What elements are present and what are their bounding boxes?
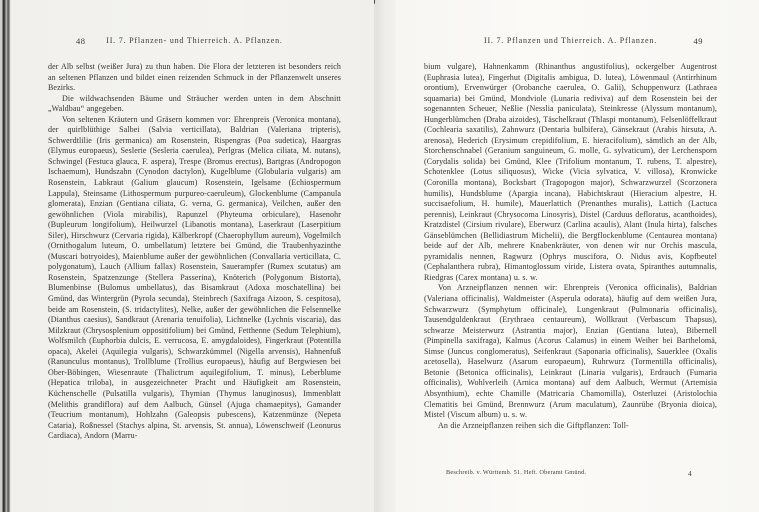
paragraph: bium vulgare), Hahnenkamm (Rhinanthus angustifolius), ockergelber Augentrost (Euphrasia lutea), Fingerhut (Digitalis ambigua, D. lutea), Löwenmaul (Antirrhinum orontium), Ervenwürger (Orobanche caerulea, O. Galii), Schuppenwurz (Lathraea squamaria) bei Gmünd, Mondviole (Lunaria rediviva) auf dem Rosenstein bei der sogenannten Scheuer, Neßlie (Nesslia paniculata), Steinkresse (Alyssum montanum), Hungerblümchen (Draba aizoides), Täschelkraut (Thlaspi montanum), Felsenlöffelkraut (Cochlearia saxatilis), Zahnwurz (Dentaria bulbifera), Gänsekraut (Arabis hirsuta, A. arenosa), Hederich (Erysimum crepidifolium, E. hieracifolium), sämtlich an der Alb, Storchenschnabel (Geranium sanguineum, G. molle, G. sylvaticum), der Lerchensporn (Corydalis solida) bei Gmünd, Klee (Trifolium montanum, T. rubens, T. alpestre), Schotenklee (Lotus siliquosus), Wicke (Vicia sylvatica, V. villosa), Kronwicke (Coronilla montana), Bocksbart (Tragopogon major), Schwarzwurzel (Scorzonera humilis), Hundsblume (Apargia incana), Habichtskraut (Hieracium alpestre, H. succisaefolium, H. humile), Mauerlattich (Prenanthes muralis), Lattich (Lactuca perennis), Leinkraut (Chrysocoma Linosyris), Distel (Carduus defloratus, acanthoides), Kratzdistel (Cirsium rivulare), Eberwurz (Carlina acaulis), Alant (Inula hirta), falsches Gänseblümchen (Bellidiastrum Michelii), die Bergflockenblume (Centaurea montana) beide auf der Alb, mehrere Knabenkräuter, von denen wir nur Orchis mascula, pyramidalis nennen, Ragwurz (Ophrys muscifora, O. Nidus avis, Kopfbeutel (Cephalanthera rubra), Himantoglossum viride, Listera ovata, Spiranthes autumnalis, Riedgras (Carex montana) u. s. w. [424,62,717,282]
paragraph: der Alb selbst (weißer Jura) zu thun haben. Die Flora der letzteren ist besonders reich an seltenen Pflanzen und bildet einen reizenden Schmuck in der Pflanzenwelt unseres Bezirks. [48,62,341,93]
page-footer [424,469,717,481]
scan-book-edge [0,0,11,512]
body-text-right [424,62,717,464]
printer-signature: Beschreib. v. Württemb. 51. Heft. Oberamt Gmünd. [446,469,587,476]
page-right [396,0,759,512]
paragraph: Von Arzneipflanzen nennen wir: Ehrenpreis (Veronica officinalis), Baldrian (Valeriana officinalis), Waldmeister (Asperula odorata), häufig auf dem weißen Jura, Schwarzwurz (Symphytum officinale), Lungenkraut (Pulmonaria officinalis), Tausendguldenkraut (Erythraea centaureum), Wollkraut (Verbascum Thapsus), schwarze Meisterwurz (Astrantia major), Enzian (Gentiana lutea), Bibernell (Pimpinella saxifraga), Kalmus (Acorus Calamus) in einem Weiher bei Barthelomä, Simse (Juncus conglomeratus), Seifenkraut (Saponaria officinalis), Sauerklee (Oxalis acetosella), Haselwurz (Asarum europaeum), Ruhrwurz (Tormentilla officinalis), Betonie (Betonica officinalis), Leinkraut (Linaria vulgaris), Erdrauch (Fumaria officinalis), Wohlverleih (Arnica montana) auf dem Aalbuch, Wermut (Artemisia Absynthium), echte Chamille (Matricaria Chamomilla), Osterluzei (Aristolochia Clematitis bei Gmünd, Brennwurz (Arum maculatum), Zaunrübe (Bryonia dioica), Mistel (Viscum album) u. s. w. [424,283,717,420]
sheet-number: 4 [688,469,692,478]
page-left [11,0,374,512]
running-head-right [424,36,717,50]
paragraph: An die Arzneipflanzen reihen sich die Giftpflanzen: Toll- [438,420,629,430]
running-title-right: II. 7. Pflanzen und Thierreich. A. Pflanzen. [483,36,657,45]
page-number-left: 48 [76,36,86,46]
page-number-right: 49 [693,36,703,46]
paragraph: Die wildwachsenden Bäume und Sträucher werden unten in dem Abschnitt „Waldbau“ angegeben. [48,93,341,114]
running-head-left [48,36,341,50]
body-text-left [48,62,341,464]
running-title-left: II. 7. Pflanzen- und Thierreich. A. Pflanzen. [106,36,283,45]
paragraph: Von seltenen Kräutern und Gräsern kommen vor: Ehrenpreis (Veronica montana), der quirlblüthige Salbei (Salvia verticillata), Baldrian (Valeriana tripteris), Schwerdtlilie (Iris germanica) am Rosenstein, Rispengras (Poa sudetica), Haargras (Elymus europaeus), Seslerie (Sesleria caerulea), Perlgras (Melica ciliata, M. nutans), Schwingel (Festuca glauca, F. aspera), Trespe (Bromus erectus), Bartgras (Andropogon Ischaemum), Hundszahn (Cynodon dactylon), Kugelblume (Globularia vulgaris) am Rosenstein, Labkraut (Galium glaucum) Rosenstein, Igelsame (Echiospermum Lappula), Steinsame (Lithospermum purpureo-caeruleum), Glockenblume (Campanula glomerata), Enzian (Gentiana ciliata, G. verna, G. germanica), Veilchen, außer den gewöhnlichen (Viola mirabilis), Rapunzel (Phyteuma orbiculare), Hasenohr (Bupleurum longifolium), Heilwurzel (Libanotis montana), Laserkraut (Laserpitium Siler), Hirschwurz (Cervaria rigida), Kälberkropf (Chaerophyllum aureum), Vogelmilch (Ornithogalum luteum, O. umbellatum) letztere bei Gmünd, die Traubenhyazinthe (Muscari botryoides), Maienblume außer der gewöhnlichen (Convallaria verticillata, C. polygonatum), Lauch (Allium fallax) Rosenstein, Sauerampfer (Rumex scutatus) am Rosenstein, Spatzenzunge (Stellera Passerina), Knöterich (Polygonum Bistorta), Blumenbinse (Bulomus umbellatus), das Bisamkraut (Adoxa moschatellina) bei Gmünd, das Wintergrün (Pyrola secunda), Steinbrech (Saxifraga Aizoon, S. cespitosa), beide am Rosenstein, (S. tridactylites), Nelke, außer der gewöhnlichen die Felsennelke (Dianthus caesius), Sandkraut (Arenaria tenuifolia), Lichtnelke (Lychnis viscaria), das Milzkraut (Chrysosplenium oppositifolium) bei Gmünd, Fetthenne (Sedum Telephium), Wolfsmilch (Euphorbia dulcis, E. verrucosa, E. amygdaloides), Fingerkraut (Potentilla opaca), Akelei (Aquilegia vulgaris), Schwarzkümmel (Nigella arvensis), Hahnenfuß (Ranunculus montanus), Trollblume (Trollius europaeus), häufig auf Bergwiesen bei Ober-Böbingen, Wiesenraute (Thalictrum aquilegifolium, T. minus), Leberblume (Hepatica triloba), in ausgezeichneter Pracht und Häufigkeit am Rosenstein, Küchenschelle (Pulsatilla vulgaris), Thymian (Thymus lanuginosus), Immenblatt (Melithis grandiflora) auf dem Aalbuch, Günsel (Ajuga chamaepitys), Gamander (Teucrium montanum), Hohlzahn (Galeopsis pubescens), Katzenmünze (Nepeta Cataria), Roßnessel (Stachys alpina, St. arvensis, St. annua), Löwenschweif (Leonurus Cardiaca), Andorn (Marru- [48,114,341,441]
